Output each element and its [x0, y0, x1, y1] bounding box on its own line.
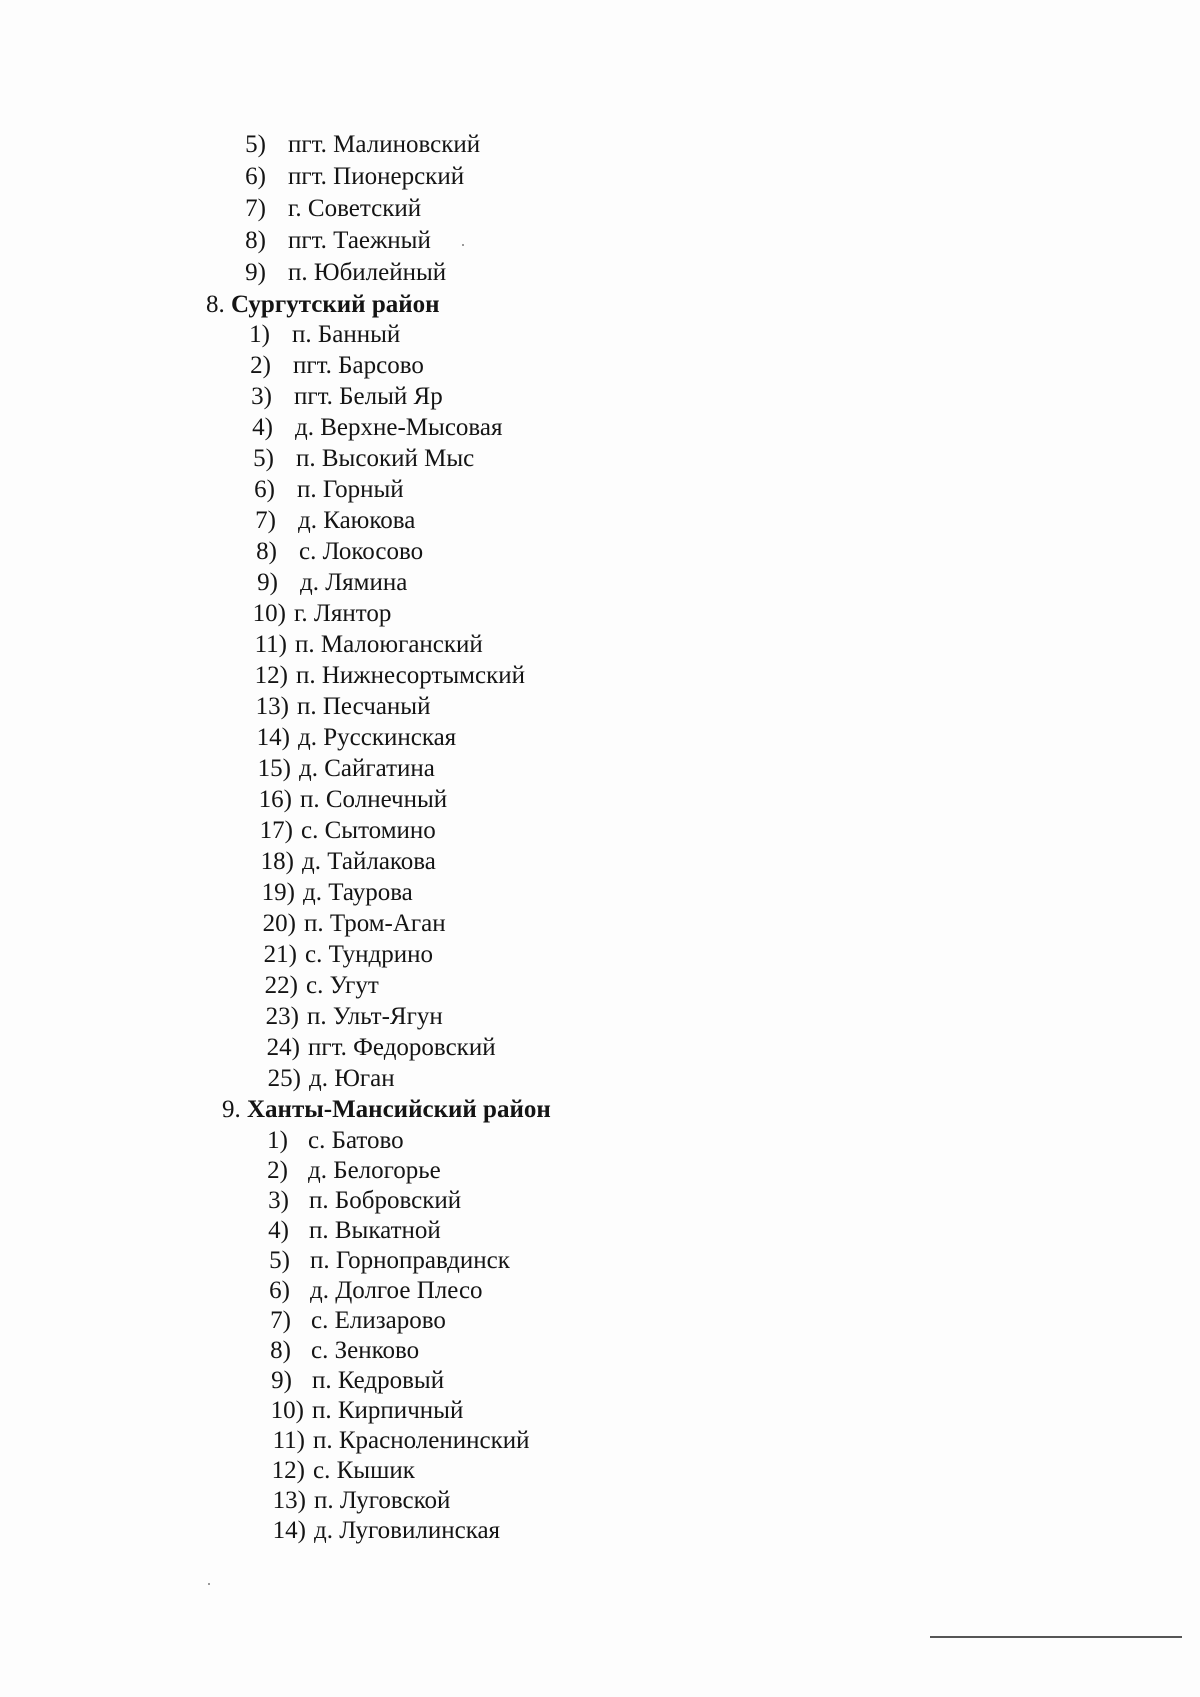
section-number: 9.: [222, 1096, 241, 1123]
item-number: 15): [257, 755, 291, 782]
item-number: 6): [245, 163, 266, 190]
item-text: д. Долгое Плесо: [310, 1277, 483, 1304]
item-text: пгт. Таежный: [288, 227, 431, 254]
list-item: [241, 475, 404, 505]
item-text: с. Кышик: [313, 1457, 415, 1484]
item-number: 12): [271, 1457, 305, 1484]
item-number: 8): [256, 538, 277, 565]
item-number: 3): [251, 383, 272, 410]
item-number: 3): [268, 1187, 289, 1214]
list-item: [248, 723, 456, 753]
list-item: [249, 754, 435, 784]
item-number: 10): [252, 600, 286, 627]
item-text: пгт. Федоровский: [308, 1034, 496, 1061]
item-number: 9): [271, 1367, 292, 1394]
list-item: [242, 506, 415, 536]
item-text: пгт. Барсово: [293, 352, 424, 379]
list-item: [256, 971, 379, 1001]
item-text: с. Елизарово: [311, 1307, 446, 1334]
section-heading: [206, 290, 440, 320]
item-number: 7): [270, 1307, 291, 1334]
item-number: 10): [270, 1397, 304, 1424]
list-item: [257, 1002, 443, 1032]
item-number: 7): [255, 507, 276, 534]
bottom-rule-line: [930, 1636, 1182, 1638]
item-number: 5): [245, 131, 266, 158]
item-number: 2): [267, 1157, 288, 1184]
item-number: 16): [258, 786, 292, 813]
item-text: д. Таурова: [303, 879, 413, 906]
item-number: 6): [254, 476, 275, 503]
item-number: 24): [266, 1034, 300, 1061]
scan-speck: [208, 1583, 210, 1585]
item-number: 1): [267, 1127, 288, 1154]
item-text: п. Луговской: [314, 1487, 451, 1514]
item-number: 19): [261, 879, 295, 906]
item-number: 14): [256, 724, 290, 751]
item-number: 12): [254, 662, 288, 689]
list-item: [236, 320, 400, 350]
item-text: п. Юбилейный: [288, 259, 447, 286]
item-number: 21): [263, 941, 297, 968]
list-item: [236, 226, 431, 256]
list-item: [261, 1336, 419, 1366]
item-number: 4): [268, 1217, 289, 1244]
list-item: [254, 909, 446, 939]
section-number: 8.: [206, 291, 225, 318]
list-item: [260, 1246, 510, 1276]
list-item: [237, 351, 424, 381]
item-text: г. Лянтор: [294, 600, 392, 627]
list-item: [263, 1426, 530, 1456]
item-text: п. Кедровый: [312, 1367, 445, 1394]
item-text: п. Песчаный: [297, 693, 431, 720]
item-text: с. Батово: [308, 1127, 404, 1154]
item-text: п. Банный: [292, 321, 401, 348]
item-text: п. Нижнесортымский: [296, 662, 525, 689]
item-number: 1): [249, 321, 270, 348]
item-number: 5): [253, 445, 274, 472]
item-text: г. Советский: [288, 195, 422, 222]
item-text: п. Ульт-Ягун: [307, 1003, 443, 1030]
list-item: [252, 847, 436, 877]
list-item: [259, 1216, 441, 1246]
item-number: 11): [272, 1427, 305, 1454]
list-item: [255, 940, 433, 970]
item-number: 17): [259, 817, 293, 844]
list-item: [258, 1156, 441, 1186]
list-item: [250, 785, 447, 815]
item-text: п. Горноправдинск: [310, 1247, 510, 1274]
list-item: [259, 1064, 395, 1094]
scan-speck: [462, 244, 464, 246]
item-text: п. Высокий Мыс: [296, 445, 475, 472]
item-number: 8): [270, 1337, 291, 1364]
item-text: с. Локосово: [299, 538, 424, 565]
list-item: [245, 630, 483, 660]
item-text: д. Тайлакова: [302, 848, 436, 875]
item-number: 11): [254, 631, 287, 658]
item-text: д. Луговилинская: [314, 1517, 501, 1544]
item-text: п. Малоюганский: [295, 631, 483, 658]
list-item: [262, 1396, 463, 1426]
section-title: Сургутский район: [231, 291, 440, 318]
item-text: д. Верхне-Мысовая: [295, 414, 503, 441]
item-number: 22): [264, 972, 298, 999]
item-text: с. Сытомино: [301, 817, 436, 844]
list-item: [247, 692, 430, 722]
item-text: п. Тром-Аган: [304, 910, 446, 937]
item-text: с. Угут: [306, 972, 379, 999]
item-text: с. Тундрино: [305, 941, 433, 968]
item-number: 9): [245, 259, 266, 286]
list-item: [264, 1516, 500, 1546]
list-item: [246, 661, 525, 691]
list-item: [251, 816, 436, 846]
item-text: пгт. Белый Яр: [294, 383, 443, 410]
item-text: с. Зенково: [311, 1337, 420, 1364]
list-item: [243, 537, 423, 567]
item-text: п. Красноленинский: [313, 1427, 530, 1454]
item-text: п. Бобровский: [309, 1187, 462, 1214]
list-item: [259, 1186, 461, 1216]
item-number: 14): [272, 1517, 306, 1544]
list-item: [238, 382, 443, 412]
item-number: 5): [269, 1247, 290, 1274]
item-text: пгт. Пионерский: [288, 163, 465, 190]
item-text: д. Русскинская: [298, 724, 457, 751]
list-item: [239, 413, 502, 443]
list-item: [236, 130, 480, 160]
item-number: 18): [260, 848, 294, 875]
item-text: п. Солнечный: [300, 786, 448, 813]
list-item: [240, 444, 474, 474]
list-item: [264, 1486, 450, 1516]
item-number: 23): [265, 1003, 299, 1030]
list-item: [260, 1276, 483, 1306]
item-text: д. Белогорье: [308, 1157, 441, 1184]
item-text: п. Выкатной: [309, 1217, 441, 1244]
list-item: [258, 1033, 496, 1063]
section-title: Ханты-Мансийский район: [247, 1096, 551, 1123]
item-number: 2): [250, 352, 271, 379]
item-text: д. Сайгатина: [299, 755, 435, 782]
item-number: 7): [245, 195, 266, 222]
list-item: [244, 599, 391, 629]
item-text: д. Юган: [309, 1065, 395, 1092]
item-number: 6): [269, 1277, 290, 1304]
item-number: 4): [252, 414, 273, 441]
item-number: 13): [272, 1487, 306, 1514]
list-item: [261, 1306, 446, 1336]
item-text: д. Лямина: [300, 569, 408, 596]
list-item: [262, 1366, 444, 1396]
list-item: [253, 878, 413, 908]
list-item: [244, 568, 407, 598]
item-number: 13): [255, 693, 289, 720]
item-number: 9): [257, 569, 278, 596]
item-text: д. Каюкова: [298, 507, 416, 534]
item-text: пгт. Малиновский: [288, 131, 481, 158]
list-item: [263, 1456, 415, 1486]
item-number: 25): [267, 1065, 301, 1092]
list-item: [236, 194, 421, 224]
item-number: 8): [245, 227, 266, 254]
item-number: 20): [262, 910, 296, 937]
list-item: [236, 162, 464, 192]
item-text: п. Горный: [297, 476, 404, 503]
list-item: [258, 1126, 404, 1156]
section-heading: [222, 1095, 551, 1125]
list-item: [236, 258, 446, 288]
item-text: п. Кирпичный: [312, 1397, 464, 1424]
